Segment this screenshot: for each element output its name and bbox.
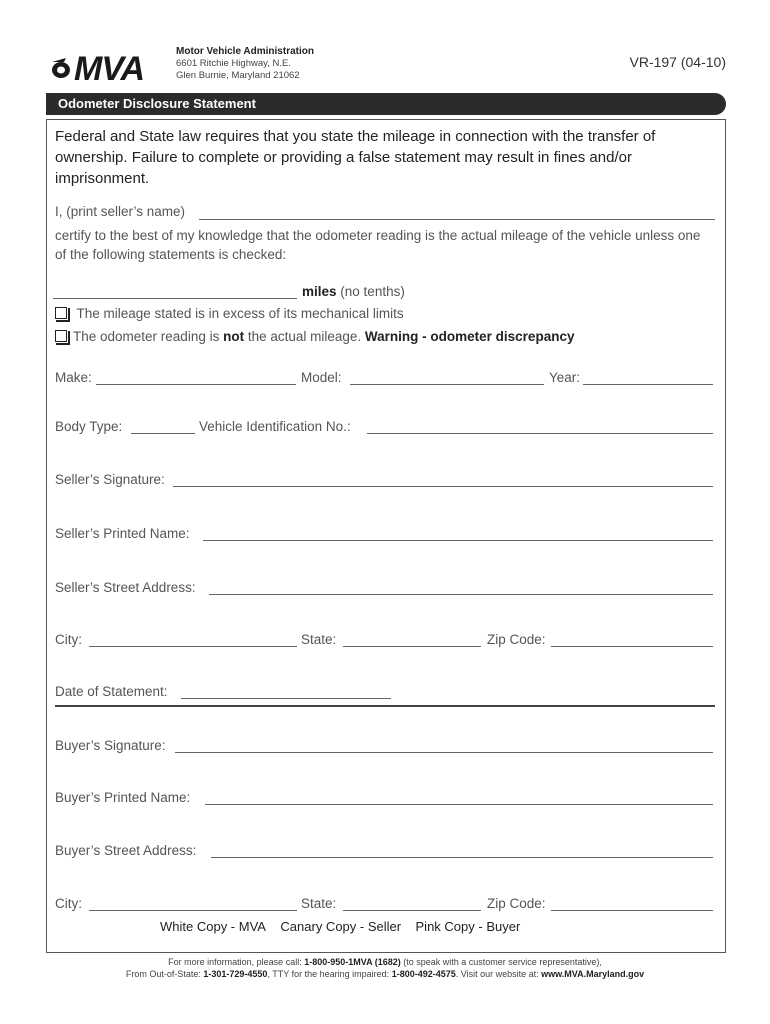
checkbox-not-actual-mileage[interactable]: [55, 330, 67, 342]
seller-signature-field[interactable]: [173, 486, 713, 487]
buyer-city-label: City:: [55, 896, 82, 911]
form-body: [46, 119, 726, 953]
buyer-signature-field[interactable]: [175, 752, 713, 753]
checkbox-mechanical-limits-label: The mileage stated is in excess of its mechanical limits: [76, 306, 404, 321]
agency-address: [176, 46, 314, 82]
canary-copy-label: Canary Copy - Seller: [280, 919, 402, 934]
footer-out-of-state-phone: 1-301-729-4550: [203, 969, 268, 979]
white-copy-label: White Copy - MVA: [160, 919, 266, 934]
seller-name-label: I, (print seller’s name): [55, 204, 186, 219]
buyer-state-label: State:: [301, 896, 337, 911]
body-type-field[interactable]: [131, 433, 195, 434]
footer-line-2: [0, 968, 770, 980]
model-label: Model:: [301, 370, 342, 385]
make-field[interactable]: [96, 384, 296, 385]
date-label: Date of Statement:: [55, 684, 168, 699]
logo-text: MVA: [74, 50, 145, 84]
checkbox-mechanical-limits[interactable]: [55, 307, 67, 319]
intro-text: Federal and State law requires that you state the mileage in connection with the transfer of ownership. Failure to complete or providing a false statement may result in fines and/or imprisonment.: [55, 128, 656, 187]
miles-note: (no tenths): [340, 284, 405, 299]
agency-name: Motor Vehicle Administration: [176, 46, 314, 57]
seller-state-label: State:: [301, 632, 337, 647]
footer-website-link[interactable]: www.MVA.Maryland.gov: [541, 969, 645, 979]
seller-signature-label: Seller’s Signature:: [55, 472, 165, 487]
buyer-address-label: Buyer’s Street Address:: [55, 843, 197, 858]
form-number: VR-197 (04-10): [629, 54, 726, 70]
buyer-state-field[interactable]: [343, 910, 481, 911]
checkbox-not-actual-bold: not: [223, 329, 245, 344]
checkbox-row-mechanical-limits[interactable]: [55, 306, 404, 321]
title-bar: [46, 93, 726, 115]
miles-row: [302, 284, 405, 299]
seller-address-field[interactable]: [209, 594, 713, 595]
pink-copy-label: Pink Copy - Buyer: [415, 919, 521, 934]
footer-tty-phone: 1-800-492-4575: [391, 969, 456, 979]
model-field[interactable]: [350, 384, 544, 385]
seller-printed-name-label: Seller’s Printed Name:: [55, 526, 190, 541]
seller-printed-name-field[interactable]: [203, 540, 713, 541]
checkbox-row-not-actual[interactable]: [55, 329, 574, 344]
certify-text: certify to the best of my knowledge that the odometer reading is the actual mileage of the vehicle unless one of the following statements is checked:: [55, 228, 701, 262]
buyer-zip-label: Zip Code:: [487, 896, 546, 911]
contact-footer: [0, 956, 770, 980]
make-label: Make:: [55, 370, 92, 385]
seller-zip-label: Zip Code:: [487, 632, 546, 647]
checkbox-not-actual-text-2: the actual mileage.: [244, 329, 365, 344]
buyer-zip-field[interactable]: [551, 910, 713, 911]
copy-distribution: [160, 919, 520, 934]
footer-call-text: For more information, please call:: [168, 957, 305, 967]
footer-tty-text: , TTY for the hearing impaired:: [267, 969, 392, 979]
seller-address-label: Seller’s Street Address:: [55, 580, 196, 595]
buyer-printed-name-field[interactable]: [205, 804, 713, 805]
odometer-warning: Warning - odometer discrepancy: [364, 329, 575, 344]
address-line-2: Glen Burnie, Maryland 21062: [176, 70, 300, 81]
buyer-address-field[interactable]: [211, 857, 713, 858]
body-type-label: Body Type:: [55, 419, 123, 434]
form-header: [44, 42, 734, 92]
footer-website-text: . Visit our website at:: [455, 969, 542, 979]
year-label: Year:: [549, 370, 581, 385]
date-field[interactable]: [181, 698, 391, 699]
seller-name-field[interactable]: [199, 219, 715, 220]
miles-label: miles: [302, 284, 337, 299]
seller-city-label: City:: [55, 632, 82, 647]
form-title: Odometer Disclosure Statement: [58, 96, 256, 111]
vin-label: Vehicle Identification No.:: [199, 419, 351, 434]
footer-call-text-2: (to speak with a customer service representative),: [400, 957, 602, 967]
buyer-city-field[interactable]: [89, 910, 297, 911]
year-field[interactable]: [583, 384, 713, 385]
seller-city-field[interactable]: [89, 646, 297, 647]
seller-buyer-divider: [55, 705, 715, 707]
seller-state-field[interactable]: [343, 646, 481, 647]
vin-field[interactable]: [367, 433, 713, 434]
address-line-1: 6601 Ritchie Highway, N.E.: [176, 58, 291, 69]
seller-zip-field[interactable]: [551, 646, 713, 647]
footer-phone: 1-800-950-1MVA (1682): [304, 957, 401, 967]
mva-logo: [48, 48, 174, 84]
buyer-signature-label: Buyer’s Signature:: [55, 738, 166, 753]
footer-line-1: [0, 956, 770, 968]
footer-out-of-state-text: From Out-of-State:: [125, 969, 204, 979]
checkbox-not-actual-text-1: The odometer reading is: [73, 329, 224, 344]
miles-field[interactable]: [53, 298, 297, 299]
buyer-printed-name-label: Buyer’s Printed Name:: [55, 790, 191, 805]
